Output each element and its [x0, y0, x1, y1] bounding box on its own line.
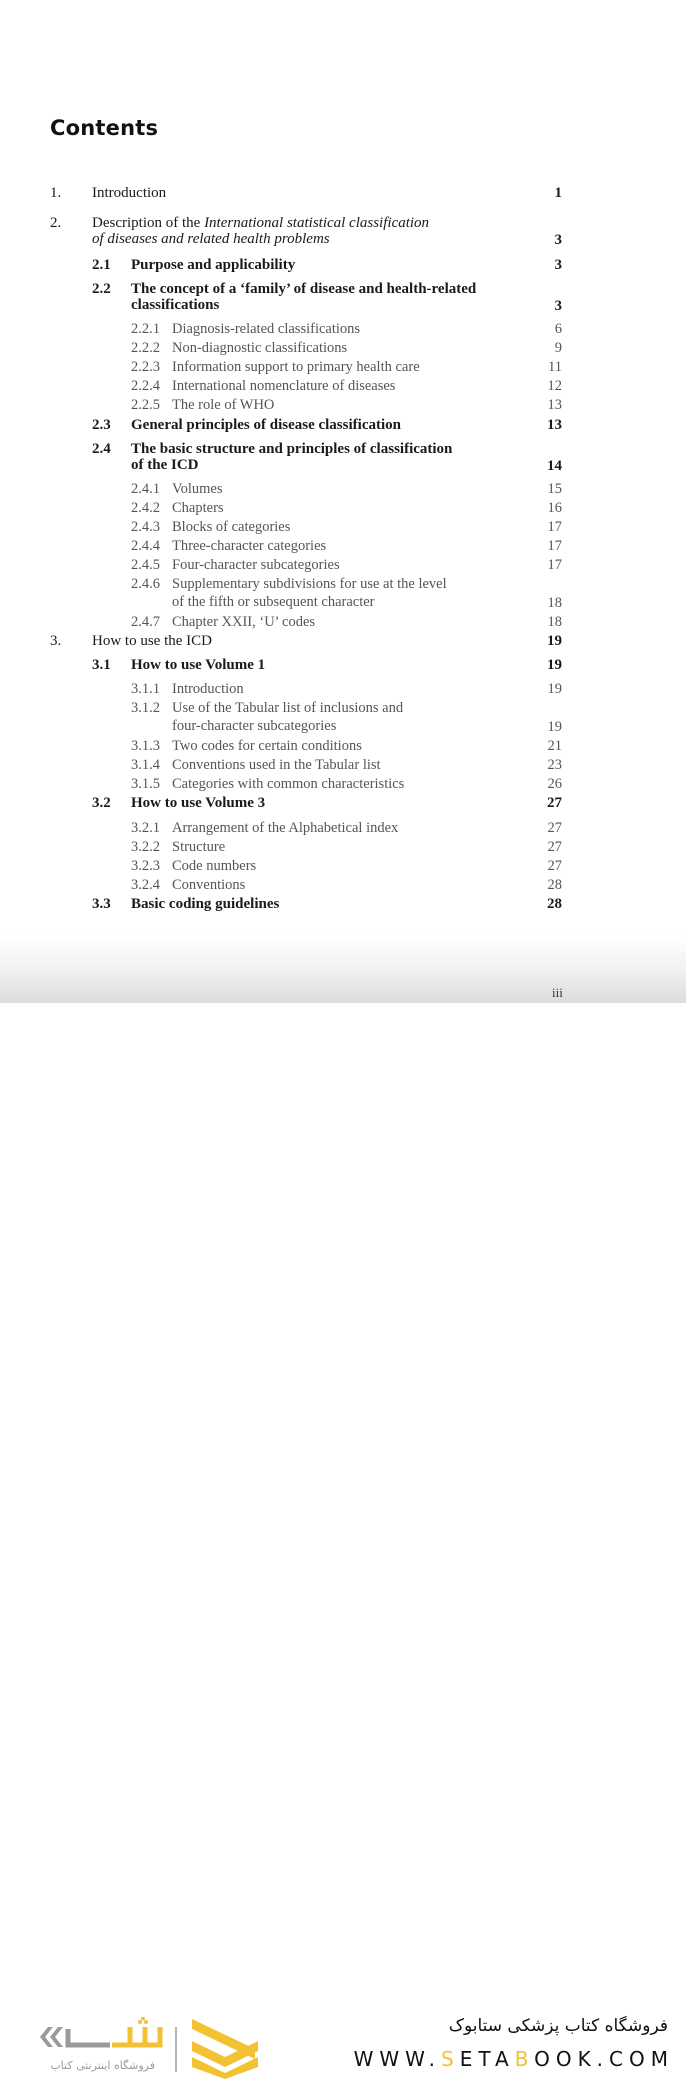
toc-entry-title-text: Supplementary subdivisions for use at the level: [172, 576, 447, 592]
toc-entry-title: [172, 838, 225, 857]
toc-entry-title: [172, 537, 326, 556]
toc-entry-number: 2.2.4: [131, 378, 160, 394]
toc-entry-number: 3.: [50, 633, 62, 649]
toc-entry-number: 3.1.1: [131, 681, 160, 697]
url-part: ETA: [459, 2047, 515, 2071]
toc-entry-page: 23: [547, 757, 562, 773]
toc-entry-number: 2.4.4: [131, 538, 160, 554]
toc-entry-number: 3.2: [92, 795, 111, 811]
toc-entry-number: 3.1.2: [131, 700, 160, 716]
toc-entry-title: [131, 657, 265, 674]
toc-entry-page: 27: [547, 820, 562, 836]
toc-entry-title: [172, 377, 395, 396]
toc-entry-page: 16: [547, 500, 562, 516]
toc-entry-number: 2.2.3: [131, 359, 160, 375]
toc-entry-page: 27: [547, 839, 562, 855]
toc-entry-title: [172, 857, 256, 876]
toc-entry-page: 28: [547, 877, 562, 893]
toc-entry-title: [131, 896, 279, 913]
toc-entry-title-text: Use of the Tabular list of inclusions and: [172, 700, 404, 716]
toc-entry-number: 1.: [50, 185, 62, 201]
toc-entry-title: [172, 499, 224, 518]
document-page: [0, 0, 686, 1003]
toc-entry-page: 9: [554, 340, 562, 356]
svg-text:فروشگاه اینترنتی کتاب: فروشگاه اینترنتی کتاب: [50, 2059, 155, 2072]
toc-entry-page: 19: [547, 681, 562, 697]
toc-entry-page: 12: [547, 378, 562, 394]
toc-entry-title-text: How to use the ICD: [92, 633, 212, 649]
toc-entry-number: 2.: [50, 215, 62, 231]
setabook-logo: [30, 2017, 265, 2079]
toc-entry-title-text: International nomenclature of diseases: [172, 378, 396, 394]
toc-entry-title: [131, 281, 476, 314]
toc-entry-number: 2.4.1: [131, 481, 160, 497]
toc-entry-title-text: General principles of disease classification: [131, 417, 401, 433]
toc-entry-title: [172, 613, 315, 632]
toc-entry-title: [131, 795, 265, 812]
toc-entry-title-text: How to use Volume 3: [131, 795, 266, 811]
toc-entry-page: 19: [547, 633, 562, 649]
toc-entry-page: 3: [554, 232, 562, 248]
toc-entry-title-text: Three-character categories: [172, 538, 327, 554]
toc-entry-title-text: Non-diagnostic classifications: [172, 340, 348, 356]
toc-entry-title-line2: of the ICD: [131, 457, 199, 473]
toc-entry-number: 2.4.6: [131, 576, 160, 592]
toc-entry-page: 1: [554, 185, 562, 201]
toc-entry-page: 28: [547, 896, 562, 912]
toc-entry-number: 3.2.1: [131, 820, 160, 836]
toc-entry-number: 3.1: [92, 657, 111, 673]
toc-entry-title: [172, 320, 360, 339]
url-accent-letter: B: [514, 2047, 535, 2071]
toc-entry-page: 27: [547, 858, 562, 874]
toc-entry-title: [92, 215, 429, 248]
toc-entry-number: 2.3: [92, 417, 111, 433]
toc-entry-page: 19: [547, 657, 562, 673]
toc-entry-title-line2: classifications: [131, 297, 220, 313]
toc-entry-page: 26: [547, 776, 562, 792]
footer-banner: [0, 1003, 686, 2072]
toc-entry-number: 2.2.5: [131, 397, 160, 413]
toc-entry-title-text: Information support to primary health care: [172, 359, 420, 375]
toc-entry-title: [172, 680, 244, 699]
toc-entry-title: [92, 633, 212, 650]
toc-entry-title-text: Four-character subcategories: [172, 557, 340, 573]
toc-entry-page: 13: [547, 397, 562, 413]
toc-entry-title: [172, 819, 398, 838]
toc-entry-page: 6: [554, 321, 562, 337]
toc-entry-title: [172, 575, 447, 612]
toc-entry-title-text: Purpose and applicability: [131, 257, 296, 273]
toc-entry-title-text: Categories with common characteristics: [172, 776, 405, 792]
double-chevron-icon: [40, 2027, 63, 2047]
toc-entry-title: [172, 876, 245, 895]
toc-entry-page: 14: [547, 458, 562, 474]
toc-entry-number: 3.2.3: [131, 858, 160, 874]
toc-entry-title-text: Introduction: [172, 681, 244, 697]
page-title: Contents: [50, 116, 159, 140]
toc-entry-title-text: How to use Volume 1: [131, 657, 266, 673]
toc-entry-title-text: Arrangement of the Alphabetical index: [172, 820, 399, 836]
toc-entry-title: [172, 480, 223, 499]
toc-entry-number: 3.2.2: [131, 839, 160, 855]
toc-entry-page: 21: [547, 738, 562, 754]
toc-entry-title-text: Blocks of categories: [172, 519, 291, 535]
toc-entry-title: [131, 417, 401, 434]
toc-entry-title-text: The concept of a ‘family’ of disease and health-related: [131, 281, 477, 297]
toc-entry-page: 17: [547, 557, 562, 573]
toc-entry-title: [172, 556, 340, 575]
toc-entry-page: 15: [547, 481, 562, 497]
toc-entry-number: 2.4.5: [131, 557, 160, 573]
toc-entry-number: 3.1.5: [131, 776, 160, 792]
toc-entry-title: [172, 699, 403, 736]
toc-entry-number: 2.1: [92, 257, 111, 273]
toc-entry-title: [172, 396, 274, 415]
toc-entry-title: [131, 257, 295, 274]
store-url[interactable]: [354, 2047, 674, 2071]
toc-entry-title-line2: four-character subcategories: [172, 718, 337, 734]
toc-entry-page: 17: [547, 519, 562, 535]
toc-entry-title-text: Structure: [172, 839, 226, 855]
toc-entry-title-text: The role of WHO: [172, 397, 275, 413]
toc-entry-number: 2.2: [92, 281, 111, 297]
toc-entry-page: 3: [554, 257, 562, 273]
toc-entry-page: 13: [547, 417, 562, 433]
toc-entry-title: [172, 737, 362, 756]
toc-entry-title-italic: International statistical classification: [204, 215, 430, 231]
toc-entry-title: [172, 756, 381, 775]
toc-entry-number: 2.2.1: [131, 321, 160, 337]
toc-entry-title-text: Volumes: [172, 481, 223, 497]
book-chevron-icon: [192, 2019, 258, 2079]
url-part: OOK.COM: [534, 2047, 674, 2071]
toc-entry-number: 3.1.3: [131, 738, 160, 754]
toc-entry-title-text: The basic structure and principles of classification: [131, 441, 453, 457]
url-accent-letter: S: [441, 2047, 460, 2071]
toc-entry-page: 27: [547, 795, 562, 811]
toc-entry-title-text: Introduction: [92, 185, 167, 201]
toc-entry-page: 17: [547, 538, 562, 554]
toc-entry-page: 11: [548, 359, 562, 375]
toc-entry-title-text: Diagnosis-related classifications: [172, 321, 361, 337]
toc-entry-title-text: Chapters: [172, 500, 224, 516]
toc-entry-page: 18: [547, 614, 562, 630]
toc-entry-number: 2.2.2: [131, 340, 160, 356]
toc-entry-title: [172, 358, 420, 377]
toc-entry-title-line2: of the fifth or subsequent character: [172, 594, 375, 610]
toc-entry-title: [172, 775, 404, 794]
toc-entry-title-text: Conventions used in the Tabular list: [172, 757, 381, 773]
toc-entry-number: 3.1.4: [131, 757, 160, 773]
toc-entry-title: [172, 518, 290, 537]
toc-entry-title-text: Description of the: [92, 215, 205, 231]
toc-entry-title-text: Two codes for certain conditions: [172, 738, 362, 754]
page-bottom-shadow: [0, 935, 686, 1003]
toc-entry-title-text: Code numbers: [172, 858, 257, 874]
store-name: فروشگاه کتاب پزشکی ستابوک: [448, 2016, 668, 2036]
toc-entry-title: [92, 185, 166, 202]
toc-entry-number: 2.4: [92, 441, 111, 457]
url-part: WWW.: [353, 2047, 442, 2071]
toc-entry-number: 3.3: [92, 896, 111, 912]
toc-entry-title-text: Chapter XXII, ‘U’ codes: [172, 614, 316, 630]
toc-entry-number: 2.4.2: [131, 500, 160, 516]
toc-entry-number: 2.4.3: [131, 519, 160, 535]
toc-entry-title-text: Conventions: [172, 877, 246, 893]
toc-entry-page: 18: [547, 595, 562, 611]
toc-entry-page: 19: [547, 719, 562, 735]
page-number: iii: [552, 985, 563, 1000]
toc-entry-number: 2.4.7: [131, 614, 160, 630]
toc-entry-page: 3: [554, 298, 562, 314]
toc-entry-title: [172, 339, 347, 358]
toc-entry-number: 3.2.4: [131, 877, 160, 893]
toc-entry-title-text: Basic coding guidelines: [131, 896, 280, 912]
toc-entry-title: [131, 441, 452, 474]
toc-entry-title-line2: of diseases and related health problems: [92, 231, 330, 247]
